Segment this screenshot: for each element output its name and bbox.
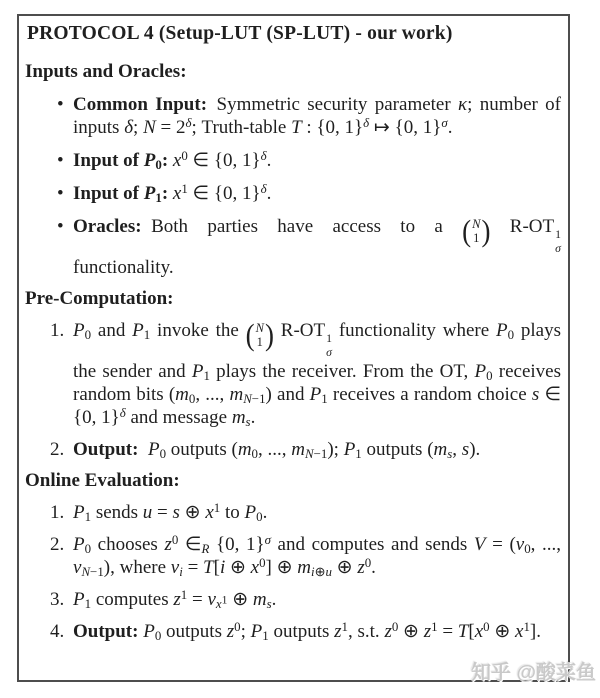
step-number: 4. [50, 620, 65, 642]
online-step-2 [25, 533, 561, 579]
bullet-item-input-p1 [25, 182, 561, 205]
section-heading-pre-computation: Pre-Computation: [25, 287, 174, 309]
protocol-title: PROTOCOL 4 (Setup-LUT (SP-LUT) - our work) [27, 23, 453, 44]
watermark-zhihu: 知乎 @酸菜鱼 [470, 662, 596, 684]
protocol-box [17, 14, 570, 682]
bullet-item-common-input [25, 93, 561, 139]
item-text: $P_1$ computes $z^1 = v_{x^1}$ ⊕ $m_s$. [73, 586, 277, 611]
section-heading-inputs-and-oracles: Inputs and Oracles: [25, 61, 187, 82]
item-text: $P_0$ and $P_1$ invoke the ( N 1 ) R-OT 1 σ functionality where $P_0$ plays the sender and $P_1$ plays the receiver. From the OT, $P_0$ receives random bits ($m_0$, ..., $m_{N-1}$) and $P_1$ receives a random choice s ∈ {0, 1}$^\delta$ and message $m_s$. [73, 318, 561, 429]
precomputation-step-2-output [25, 438, 561, 461]
step-number: 3. [50, 588, 65, 610]
step-number: 2. [50, 533, 65, 555]
online-step-4-output [25, 620, 561, 643]
item-text: Input of $P_0$: $x^0$ ∈ {0, 1}$^\delta$. [73, 147, 272, 172]
item-text: $P_0$ chooses $z^0$ $\in_R$ {0, 1}$^\sigma$ and computes and sends $V = (v_0$, ..., $v_{N-1}$), where $v_i = T[i$ ⊕ $x^0$] ⊕ $m_{i\oplus u}$ ⊕ $z^0$. [73, 531, 562, 579]
item-text: Oracles: Both parties have access to a ( N 1 ) R-OT 1 σ functionality. [73, 214, 561, 278]
bullet-icon: • [57, 94, 64, 115]
step-number: 2. [50, 438, 65, 460]
precomputation-step-1 [25, 319, 561, 429]
item-text: Output: $P_0$ outputs ($m_0$, ..., $m_{N-1}$); $P_1$ outputs ($m_s$, s). [73, 438, 481, 461]
bullet-icon: • [57, 183, 64, 204]
item-text: $P_1$ sends u = s ⊕ $x^1$ to $P_0$. [73, 499, 268, 524]
step-number: 1. [50, 501, 65, 523]
bullet-icon: • [57, 216, 64, 237]
online-step-1 [25, 501, 561, 524]
bullet-item-oracles [25, 215, 561, 279]
item-text: Common Input: Symmetric security parameter κ; number of inputs δ; $N = 2^\delta$; Truth-table T : {0, 1}$^\delta$ ↦ {0, 1}$^\sigma$. [73, 94, 561, 138]
bullet-item-input-p0 [25, 149, 561, 172]
item-text: Input of $P_1$: $x^1$ ∈ {0, 1}$^\delta$. [73, 180, 272, 205]
online-step-3 [25, 588, 561, 611]
item-text: Output: $P_0$ outputs $z^0$; $P_1$ outputs $z^1$, s.t. $z^0$ ⊕ $z^1 = T[x^0$ ⊕ $x^1$]. [73, 618, 541, 643]
section-heading-online-evaluation: Online Evaluation: [25, 469, 180, 491]
step-number: 1. [50, 319, 65, 341]
bullet-icon: • [57, 150, 64, 171]
